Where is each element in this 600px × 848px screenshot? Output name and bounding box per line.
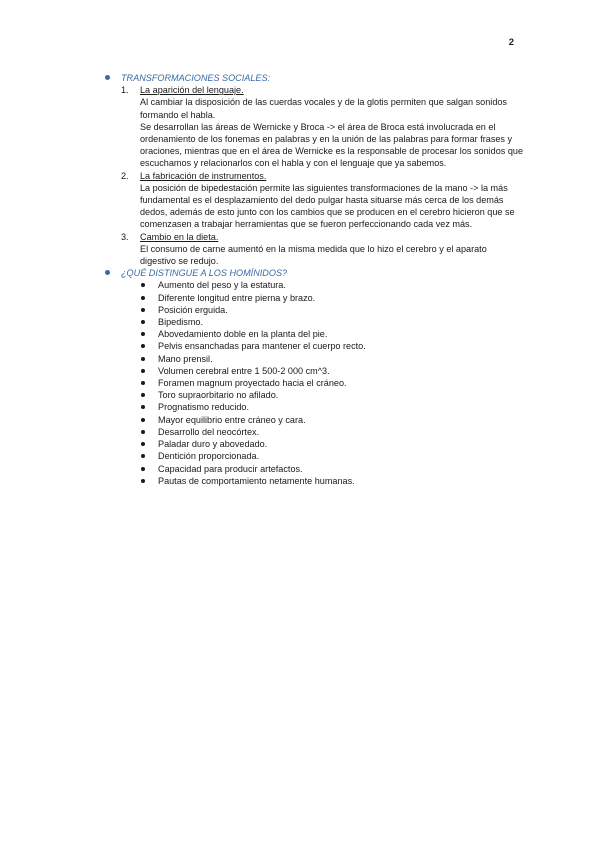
bullet-icon [141,467,145,471]
numbered-item-dieta [121,231,525,268]
bullet-icon [141,393,145,397]
item-title: La aparición del lenguaje. [140,85,244,96]
bullet-icon [141,442,145,446]
document-body [105,72,525,487]
numbered-item-lenguaje [121,84,525,169]
list-item-text: Volumen cerebral entre 1 500-2 000 cm^3. [158,365,330,376]
bullet-icon [141,283,145,287]
item-title: Cambio en la dieta. [140,231,219,242]
list-item-text: Prognatismo reducido. [158,402,249,413]
list-item-text: Pelvis ensanchadas para mantener el cuerpo recto. [158,341,366,352]
list-item [141,316,525,328]
list-item [141,279,525,291]
item-number: 1. [121,85,129,96]
list-item [141,340,525,352]
list-item-text: Aumento del peso y la estatura. [158,280,286,291]
list-item [141,438,525,450]
list-item [141,463,525,475]
list-item-text: Abovedamiento doble en la planta del pie. [158,329,328,340]
bullet-icon [141,405,145,409]
list-item-text: Paladar duro y abovedado. [158,439,268,450]
list-item-text: Posición erguida. [158,304,228,315]
list-item-text: Pautas de comportamiento netamente humanas. [158,475,355,486]
bullet-icon [141,430,145,434]
list-item [141,365,525,377]
bullet-icon [141,344,145,348]
list-item-text: Foramen magnum proyectado hacia el cráneo. [158,378,347,389]
list-item-text: Desarrollo del neocórtex. [158,426,260,437]
list-item [141,475,525,487]
section-transformaciones-sociales [105,72,525,267]
bullet-icon [141,296,145,300]
item-paragraph: La posición de bipedestación permite las siguientes transformaciones de la mano -> la más fundamental es el desplazamiento del dedo pulgar hasta situarse más cerca de los demás dedos, además de esto junto con los cambios que se producen en el cerebro hicieron que se comenzasen a trabajar herramientas que se fueron perfeccionando cada vez más. [140,182,515,230]
bullet-icon [141,320,145,324]
list-item [141,292,525,304]
item-number: 2. [121,170,129,181]
list-item [141,377,525,389]
traits-list [121,279,525,486]
item-title: La fabricación de instrumentos. [140,170,267,181]
list-item-text: Mano prensil. [158,353,213,364]
list-item [141,401,525,413]
page-number: 2 [508,37,514,48]
item-paragraph: Se desarrollan las áreas de Wernicke y Broca -> el área de Broca está involucrada en el ordenamiento de los fonemas en palabras y en la unión de las palabras para formar frases y oraciones, mientras que en el área de Wernicke es la responsable de procesar los sonidos que escuchamos y relacionarlos con el habla y con el lenguaje que ya sabemos. [140,121,524,169]
bullet-icon [141,381,145,385]
list-item-text: Bipedismo. [158,317,203,328]
list-item [141,426,525,438]
item-paragraph: El consumo de carne aumentó en la misma medida que lo hizo el cerebro y el aparato digestivo se redujo. [140,243,487,267]
list-item [141,450,525,462]
section-que-distingue-hominidos [105,267,525,487]
bullet-icon [105,270,110,275]
list-item-text: Diferente longitud entre pierna y brazo. [158,292,316,303]
list-item-text: Dentición proporcionada. [158,451,260,462]
bullet-icon [141,308,145,312]
bullet-icon [141,332,145,336]
list-item-text: Capacidad para producir artefactos. [158,463,303,474]
list-item-text: Mayor equilibrio entre cráneo y cara. [158,414,306,425]
list-item [141,389,525,401]
bullet-icon [105,75,110,80]
numbered-item-instrumentos [121,170,525,231]
bullet-icon [141,418,145,422]
section-title: ¿QUÉ DISTINGUE A LOS HOMÍNIDOS? [121,268,288,279]
bullet-icon [141,357,145,361]
item-paragraph: Al cambiar la disposición de las cuerdas vocales y de la glotis permiten que salgan sonidos formando el habla. [140,97,507,120]
section-title: TRANSFORMACIONES SOCIALES: [121,73,271,83]
list-item-text: Toro supraorbitario no afilado. [158,390,279,401]
bullet-icon [141,369,145,373]
list-item [141,353,525,365]
list-item [141,328,525,340]
item-number: 3. [121,231,129,242]
bullet-icon [141,454,145,458]
bullet-icon [141,479,145,483]
list-item [141,304,525,316]
list-item [141,414,525,426]
